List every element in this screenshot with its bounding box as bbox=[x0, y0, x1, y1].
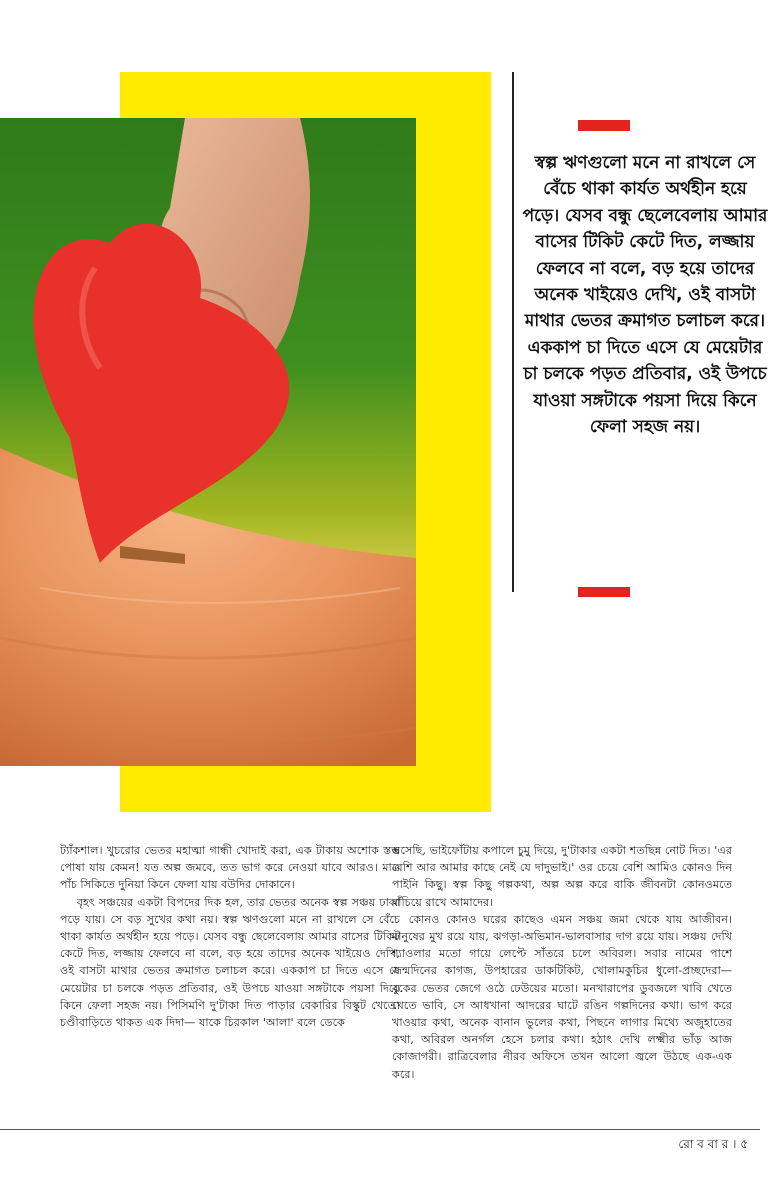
body-column-right bbox=[392, 842, 732, 1083]
illustration-hand-heart-piggy-bank bbox=[0, 118, 416, 766]
page-number: ৫ bbox=[740, 1137, 748, 1151]
body-paragraph: বৃহৎ সঞ্চয়ের একটা বিপদের দিক হল, তার ভেতর অনেক স্বল্প সঞ্চয় ঢাকা পড়ে যায়। সে বড় সুখের কথা নয়। স্বল্প ঋণগুলো মনে না রাখলে সে বেঁচে থাকা কার্যত অর্থহীন হয়ে পড়ে। যেসব বন্ধু ছেলেবেলায় আমার বাসের টিকিট কেটে দিত, লজ্জায় ফেলবে না বলে, বড় হয়ে তাদের অনেক খাইয়েও দেখি, ওই বাসটা মাথার ভেতর ক্রমাগত চলাচল করে। এককাপ চা দিতে এসে যে মেয়েটার চা চলকে পড়ত প্রতিবার, ওই উপচে যাওয়া সঙ্গটাকে পয়সা দিয়ে কিনে ফেলা সহজ নয়। পিসিমণি দু'টাকা দিত পাড়ার বেকারির বিস্কুট খেতে। চণ্ডীবাড়িতে থাকত এক দিদা— যাকে চিরকাল 'আলা' বলে ডেকে bbox=[60, 895, 400, 1030]
footer-separator: । bbox=[732, 1137, 737, 1151]
body-paragraph: কোনও কোনও ঘরের কাছেও এমন সঞ্চয় জমা থেকে যায় আজীবন। মানুষের মুখ রয়ে যায়, ঝগড়া-অভিমান-ভালবাসার দাগ রয়ে যায়। সঞ্চয় দেখি শ্যাওলার মতো গায়ে লেপ্টে সাঁতরে চলে অবিরল। সবার নামের পাশে জন্মদিনের কাগজ, উপহারের ডাকটিকিট, খোলামকুচির ধুলো-প্রচ্ছদেরা— বুকের ভেতর জেগে ওঠে ঢেউয়ের মতো। মনখারাপের ডুবজলে খাবি খেতে খেতে ভাবি, সে আধখানা আদরের ঘাটে রঙিন গল্পদিনের কথা। ভাগ করে খাওয়ার কথা, অনেক বানান ভুলের কথা, পিছনে লাগার মিথ্যে অজুহাতের কথা, অবিরল অনর্গল হেসে চলার কথা। হঠাৎ দেখি লক্ষ্মীর ভাঁড় আজ কোজাগরী। রাত্রিবেলার নীরব অফিসে তখন আলো জ্বলে উঠছে এক-এক করে। bbox=[392, 912, 732, 1081]
illustration-svg bbox=[0, 118, 416, 766]
footer-rule bbox=[0, 1129, 760, 1130]
page-footer bbox=[678, 1136, 748, 1156]
body-column-left bbox=[60, 842, 400, 1031]
red-accent-bar-bottom bbox=[578, 587, 630, 597]
pull-quote: স্বল্প ঋণগুলো মনে না রাখলে সে বেঁচে থাকা কার্যত অর্থহীন হয়ে পড়ে। যেসব বন্ধু ছেলেবেলায় আমার বাসের টিকিট কেটে দিত, লজ্জায় ফেলবে না বলে, বড় হয়ে তাদের অনেক খাইয়েও দেখি, ওই বাসটা মাথার ভেতর ক্রমাগত চলাচল করে। এককাপ চা দিতে এসে যে মেয়েটার চা চলকে পড়ত প্রতিবার, ওই উপচে যাওয়া সঙ্গটাকে পয়সা দিয়ে কিনে ফেলা সহজ নয়। bbox=[522, 153, 768, 438]
vertical-divider bbox=[512, 72, 514, 592]
magazine-name: রো ব বা র bbox=[678, 1137, 729, 1151]
clay-piggy-bank-image bbox=[0, 448, 416, 766]
red-accent-bar-top bbox=[578, 120, 630, 131]
body-paragraph: এসেছি, ভাইফোঁটায় কপালে চুমু দিয়ে, দু'টাকার একটা শতছিন্ন নোট দিত। 'এর বেশি আর আমার কাছে নেই যে দাদুভাই।' ওর চেয়ে বেশি আমিও কোনও দিন পাইনি কিছু। স্বল্প কিছু গল্পকথা, অল্প অল্প করে বাকি জীবনটা কোনওমতে বাঁচিয়ে রাখে আমাদের। bbox=[392, 844, 732, 909]
body-paragraph: ট্যাঁকশাল। খুচরোর ভেতর মহাত্মা গান্ধী খোদাই করা, এক টাকায় অশোক স্তম্ভ পোষা যায় কেমন! যত অল্প জমবে, তত ভাগ করে নেওয়া যাবে আরও। মাত্র পাঁচ সিকিতে দুনিয়া কিনে ফেলা যায় বউদির দোকানে। bbox=[60, 844, 400, 892]
